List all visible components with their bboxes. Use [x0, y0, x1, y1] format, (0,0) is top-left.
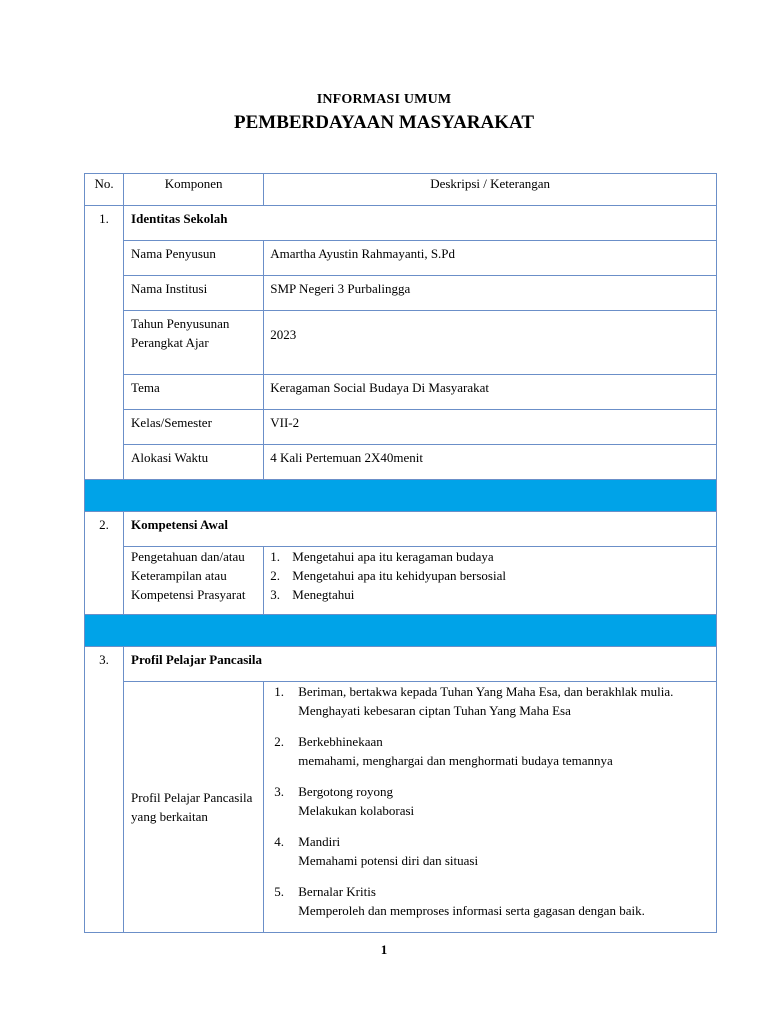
row-value: SMP Negeri 3 Purbalingga — [264, 276, 717, 311]
table-row — [85, 276, 717, 311]
list-number: 3. — [270, 587, 281, 602]
row-value: Keragaman Social Budaya Di Masyarakat — [264, 375, 717, 410]
competency-list — [270, 547, 712, 604]
divider-cell — [85, 615, 717, 647]
divider-cell — [85, 480, 717, 512]
table-row — [85, 410, 717, 445]
list-desc: memahami, menghargai dan menghormati budaya temannya — [298, 753, 613, 768]
section-identitas-row — [85, 206, 717, 241]
list-item — [274, 732, 712, 770]
section-divider-band — [85, 615, 717, 647]
row-value — [264, 547, 717, 615]
profile-list — [274, 682, 712, 920]
section-number: 1. — [85, 206, 124, 480]
page-number: 1 — [380, 942, 388, 957]
header-deskripsi: Deskripsi / Keterangan — [264, 174, 717, 206]
section-kompetensi-row — [85, 512, 717, 547]
list-number: 5. — [274, 884, 285, 899]
doc-subtitle: INFORMASI UMUM — [316, 92, 452, 107]
list-number: 1. — [270, 549, 281, 564]
section-number: 3. — [85, 647, 124, 933]
list-text: Menegtahui — [292, 587, 355, 602]
list-title: Bergotong royong — [298, 784, 393, 799]
section-title: Profil Pelajar Pancasila — [124, 647, 717, 682]
section-title: Kompetensi Awal — [124, 512, 717, 547]
section-title: Identitas Sekolah — [124, 206, 717, 241]
list-number: 4. — [274, 834, 285, 849]
row-key: Profil Pelajar Pancasila yang berkaitan — [124, 682, 264, 933]
row-key: Pengetahuan dan/atau Keterampilan atau Kompetensi Prasyarat — [124, 547, 264, 615]
row-value: VII-2 — [264, 410, 717, 445]
list-title: Bernalar Kritis — [298, 884, 376, 899]
list-text: Mengetahui apa itu keragaman budaya — [292, 549, 494, 564]
row-value: 4 Kali Pertemuan 2X40menit — [264, 445, 717, 480]
table-header-row — [85, 174, 717, 206]
list-title: Berkebhinekaan — [298, 734, 383, 749]
list-desc: Memperoleh dan memproses informasi serta gagasan dengan baik. — [298, 903, 645, 918]
section-number: 2. — [85, 512, 124, 615]
row-value — [264, 682, 717, 933]
row-key: Nama Penyusun — [124, 241, 264, 276]
row-value: Amartha Ayustin Rahmayanti, S.Pd — [264, 241, 717, 276]
row-key: Kelas/Semester — [124, 410, 264, 445]
section-divider-band — [85, 480, 717, 512]
list-item — [270, 547, 712, 566]
row-key: Tema — [124, 375, 264, 410]
table-row — [85, 682, 717, 933]
table-row — [85, 445, 717, 480]
list-item — [270, 585, 712, 604]
list-item — [270, 566, 712, 585]
row-key: Alokasi Waktu — [124, 445, 264, 480]
table-row — [85, 375, 717, 410]
section-profil-row — [85, 647, 717, 682]
header-no: No. — [85, 174, 124, 206]
list-number: 2. — [274, 734, 285, 749]
list-item — [274, 682, 712, 720]
info-table — [84, 173, 717, 933]
row-value: 2023 — [264, 311, 717, 375]
list-desc: Melakukan kolaborasi — [298, 803, 415, 818]
list-number: 2. — [270, 568, 281, 583]
doc-title: PEMBERDAYAAN MASYARAKAT — [234, 112, 534, 133]
table-row — [85, 311, 717, 375]
list-number: 3. — [274, 784, 285, 799]
row-key: Nama Institusi — [124, 276, 264, 311]
list-desc: Menghayati kebesaran ciptan Tuhan Yang Maha Esa — [298, 703, 571, 718]
list-title: Mandiri — [298, 834, 341, 849]
list-number: 1. — [274, 684, 285, 699]
list-title: Beriman, bertakwa kepada Tuhan Yang Maha Esa, dan berakhlak mulia. — [298, 684, 674, 699]
list-desc: Memahami potensi diri dan situasi — [298, 853, 479, 868]
list-text: Mengetahui apa itu kehidyupan bersosial — [292, 568, 506, 583]
list-item — [274, 882, 712, 920]
table-row — [85, 547, 717, 615]
header-komponen: Komponen — [124, 174, 264, 206]
list-item — [274, 832, 712, 870]
table-row — [85, 241, 717, 276]
list-item — [274, 782, 712, 820]
row-key: Tahun Penyusunan Perangkat Ajar — [124, 311, 264, 375]
